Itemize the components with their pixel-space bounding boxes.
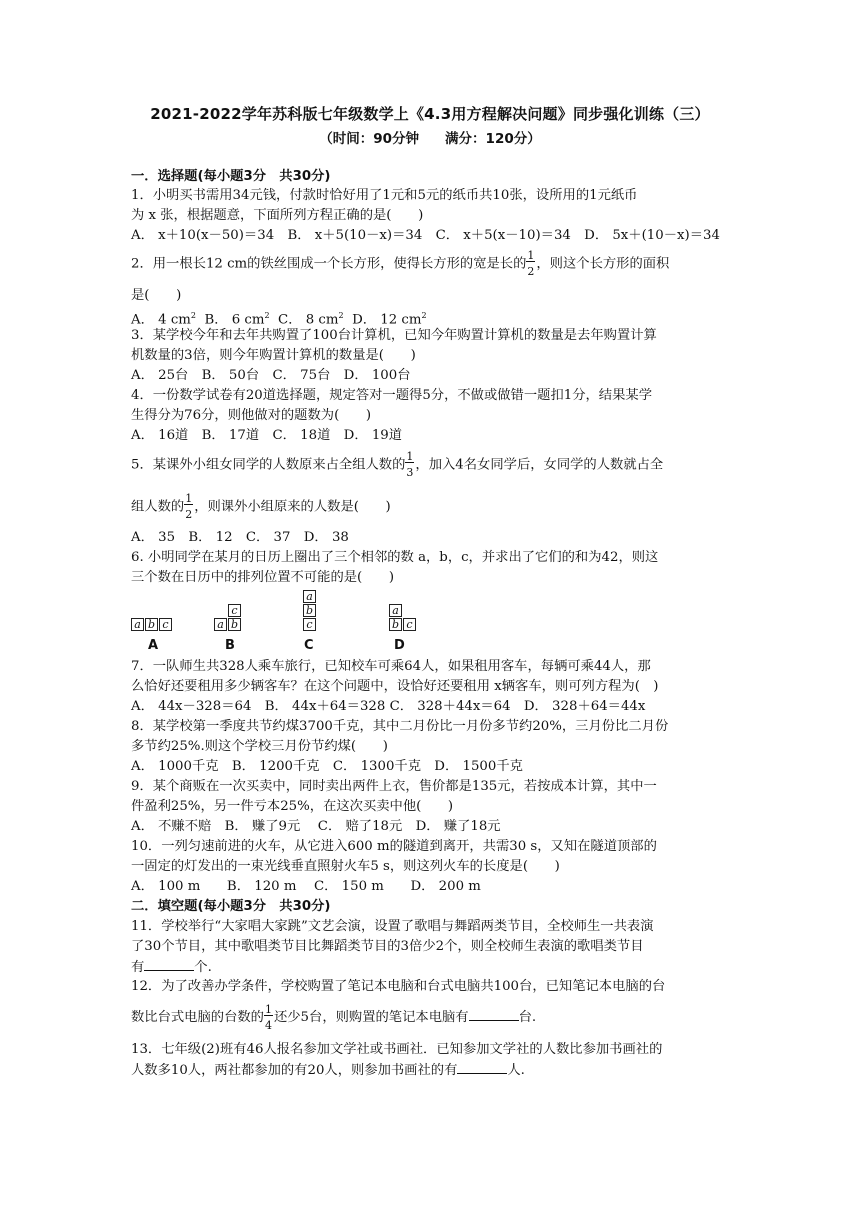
- q5-line1: [131, 450, 664, 479]
- q10-line1: 10．一列匀速前进的火车，从它进入600 m的隧道到离开，共需30 s，又知在隧道顶部的: [131, 839, 657, 854]
- q8-line2: 多节约25%.则这个学校三月份节约煤( ): [131, 739, 388, 754]
- q9-line1: 9．某个商贩在一次买卖中，同时卖出两件上衣，售价都是135元，若按成本计算，其中一: [131, 779, 657, 794]
- q8-options: A． 1000千克 B． 1200千克 C． 1300千克 D． 1500千克: [131, 759, 523, 774]
- superscript: 2: [421, 311, 427, 320]
- q13-line2: [131, 1061, 525, 1080]
- cell-a: a: [389, 604, 402, 617]
- section-heading-fill: 二．填空题(每小题3分 共30分): [131, 899, 331, 914]
- page-title: 2021-2022学年苏科版七年级数学上《4.3用方程解决问题》同步强化训练（三）: [150, 105, 710, 123]
- q2-text-b: ，则这个长方形的面积: [536, 256, 670, 272]
- q11-text-a: 有: [131, 960, 145, 975]
- time-limit: （时间：90分钟: [319, 131, 420, 147]
- q4-line1: 4．一份数学试卷有20道选择题，规定答对一题得5分，不做或做错一题扣1分，结果某学: [131, 388, 652, 403]
- q5-text-a: 5．某课外小组女同学的人数原来占全组人数的: [131, 457, 406, 473]
- numerator: 1: [264, 1002, 272, 1016]
- cell-c: c: [303, 618, 316, 631]
- q4-line2: 生得分为76分，则他做对的题数为( ): [131, 408, 372, 423]
- q8-line1: 8．某学校第一季度共节约煤3700千克，其中二月份比一月份多节约20%，三月份比二月份: [131, 719, 669, 734]
- cell-c: c: [228, 604, 241, 617]
- cell-b: b: [303, 604, 316, 617]
- numerator: 1: [406, 450, 414, 463]
- q3-options: A． 25台 B． 50台 C． 75台 D． 100台: [131, 368, 411, 383]
- q5-line2: [131, 492, 391, 521]
- fraction: [264, 1002, 274, 1032]
- numerator: 1: [185, 492, 193, 505]
- q11-line2: 了30个节目，其中歌唱类节目比舞蹈类节目的3倍少2个，则全校师生表演的歌唱类节目: [131, 939, 644, 954]
- cell-b: b: [228, 618, 241, 631]
- q13-text-b: 人.: [507, 1063, 525, 1078]
- q7-line1: 7．一队师生共328人乘车旅行，已知校车可乘64人，如果租用客车，每辆可乘44人，那: [131, 659, 651, 674]
- q10-options: A． 100 m B． 120 m C． 150 m D． 200 m: [131, 879, 481, 894]
- superscript: 2: [264, 311, 270, 320]
- superscript: 2: [338, 311, 344, 320]
- full-score: 满分：120分）: [445, 131, 541, 147]
- figure-label-a: A: [148, 638, 159, 653]
- q5-text-d: ，则课外小组原来的人数是( ): [194, 499, 391, 515]
- section-heading-choice: 一．选择题(每小题3分 共30分): [131, 169, 331, 184]
- q3-line1: 3．某学校今年和去年共购置了100台计算机，已知今年购置计算机的数量是去年购置计算: [131, 328, 657, 343]
- cell-a: a: [131, 618, 144, 631]
- q2-option-a: A． 4 cm: [131, 312, 191, 328]
- figure-label-d: D: [394, 638, 405, 653]
- q2-line1: [131, 249, 670, 278]
- numerator: 1: [527, 249, 535, 262]
- q6-line1: 6. 小明同学在某月的日历上圈出了三个相邻的数 a，b，c，并求出了它们的和为42，则这: [131, 550, 659, 565]
- q1-line2: 为 x 张，根据题意，下面所列方程正确的是( ): [131, 208, 424, 223]
- denominator: 3: [406, 466, 414, 479]
- q12-text-c: 台.: [518, 1010, 537, 1025]
- answer-blank[interactable]: [457, 1061, 507, 1074]
- figure-label-c: C: [304, 638, 314, 653]
- answer-blank[interactable]: [469, 1008, 519, 1021]
- denominator: 4: [264, 1018, 272, 1032]
- cell-b: b: [145, 618, 158, 631]
- q2-option-d: D． 12 cm: [352, 312, 422, 328]
- q4-options: A． 16道 B． 17道 C． 18道 D． 19道: [131, 428, 403, 443]
- q6-line2: 三个数在日历中的排列位置不可能的是( ): [131, 570, 395, 585]
- q12-line1: 12．为了改善办学条件，学校购置了笔记本电脑和台式电脑共100台，已知笔记本电脑的台: [131, 979, 666, 994]
- cell-a: a: [214, 618, 227, 631]
- q5-text-b: ，加入4名女同学后，女同学的人数就占全: [415, 457, 664, 473]
- q2-line2: 是( ): [131, 288, 182, 303]
- cell-c: c: [159, 618, 172, 631]
- page-subtitle: [0, 127, 860, 147]
- q9-options: A． 不赚不赔 B． 赚了9元 C． 赔了18元 D． 赚了18元: [131, 819, 501, 834]
- answer-blank[interactable]: [144, 958, 194, 971]
- q1-options: A． x＋10(x－50)＝34 B． x＋5(10－x)＝34 C． x＋5(x－10)＝34 D． 5x＋(10－x)＝34: [131, 228, 720, 243]
- fraction: [526, 249, 536, 278]
- q7-line2: 么恰好还要租用多少辆客车？在这个问题中，设恰好还要租用 x辆客车，则可列方程为( ): [131, 679, 659, 694]
- q2-text-a: 2．用一根长12 cm的铁丝围成一个长方形，使得长方形的宽是长的: [131, 256, 527, 272]
- denominator: 2: [185, 508, 193, 521]
- q10-line2: 一固定的灯发出的一束光线垂直照射火车5 s，则这列火车的长度是( ): [131, 859, 560, 874]
- fraction: [184, 492, 194, 521]
- q12-line2: [131, 1002, 537, 1032]
- q13-text-a: 人数多10人，两社都参加的有20人，则参加书画社的有: [131, 1063, 458, 1078]
- cell-b: b: [389, 618, 402, 631]
- superscript: 2: [190, 311, 196, 320]
- figure-label-b: B: [225, 638, 235, 653]
- q9-line2: 件盈利25%，另一件亏本25%，在这次买卖中他( ): [131, 799, 454, 814]
- q5-text-c: 组人数的: [131, 499, 185, 515]
- q7-options: A． 44x－328＝64 B． 44x＋64＝328 C． 328＋44x＝64 D． 328＋64＝44x: [131, 699, 646, 714]
- q11-text-b: 个.: [194, 960, 212, 975]
- q2-option-c: C． 8 cm: [278, 312, 339, 328]
- cell-a: a: [303, 590, 316, 603]
- denominator: 2: [527, 265, 535, 278]
- q11-line3: [131, 958, 212, 977]
- q12-text-b: 还少5台，则购置的笔记本电脑有: [273, 1010, 469, 1025]
- cell-c: c: [403, 618, 416, 631]
- q1-line1: 1．小明买书需用34元钱，付款时恰好用了1元和5元的纸币共10张，设所用的1元纸币: [131, 188, 638, 203]
- fraction: [405, 450, 415, 479]
- q12-text-a: 数比台式电脑的台数的: [131, 1010, 264, 1025]
- q3-line2: 机数量的3倍，则今年购置计算机的数量是( ): [131, 348, 416, 363]
- q5-options: A． 35 B． 12 C． 37 D． 38: [131, 530, 349, 545]
- q13-line1: 13．七年级(2)班有46人报名参加文学社或书画社．已知参加文学社的人数比参加书画社的: [131, 1042, 663, 1057]
- q11-line1: 11．学校举行“大家唱大家跳”文艺会演，设置了歌唱与舞蹈两类节目，全校师生一共表演: [131, 919, 654, 934]
- q2-option-b: B． 6 cm: [204, 312, 265, 328]
